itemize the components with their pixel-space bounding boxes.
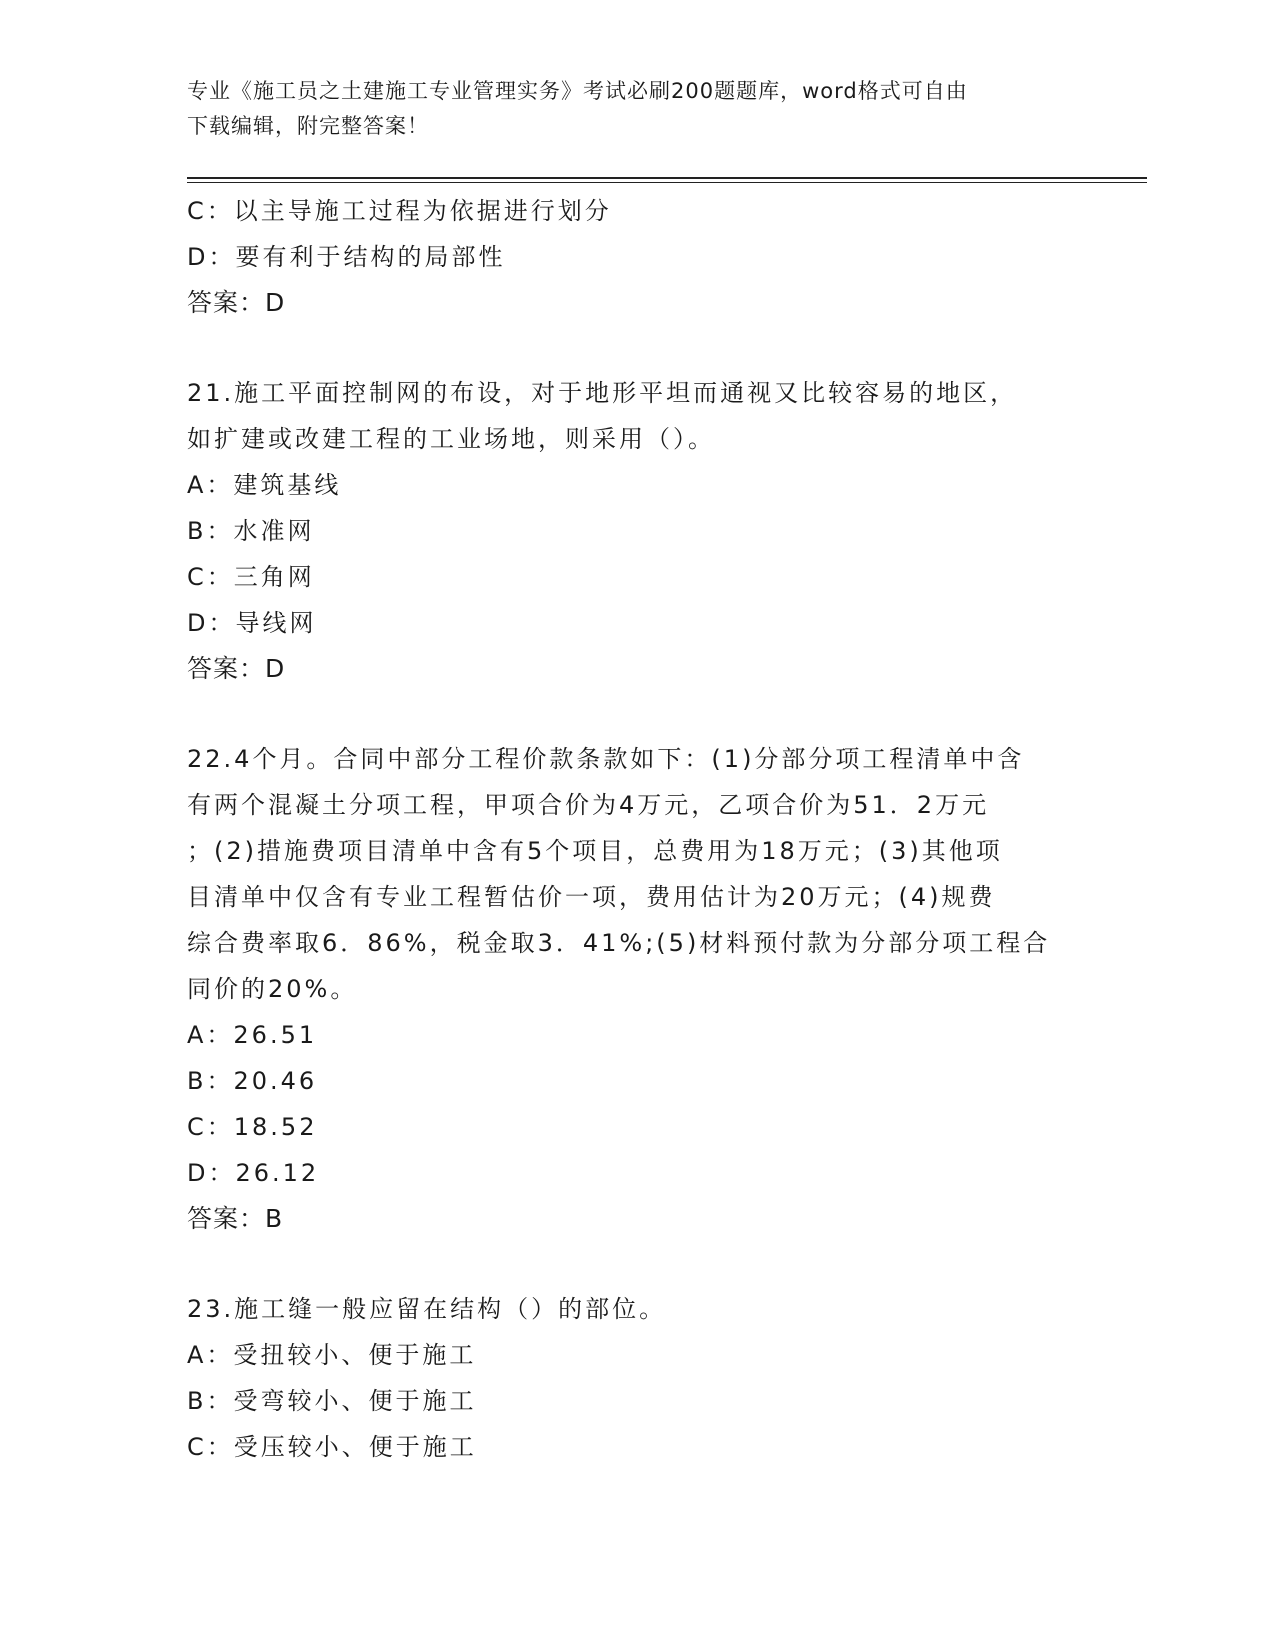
- question-stem: 22.4个月。合同中部分工程价款条款如下：(1)分部分项工程清单中含: [187, 745, 1025, 773]
- option-d: D：26.12: [187, 1159, 320, 1187]
- question-stem: 如扩建或改建工程的工业场地，则采用（）。: [187, 425, 715, 453]
- question-stem: 21.施工平面控制网的布设，对于地形平坦而通视又比较容易的地区，: [187, 379, 1018, 407]
- header-line-2: 下载编辑，附完整答案！: [187, 114, 429, 138]
- option-d: D：导线网: [187, 609, 317, 637]
- spacer: [187, 692, 1087, 736]
- question-stem: 综合费率取6．86%，税金取3．41%;(5)材料预付款为分部分项工程合: [187, 929, 1051, 957]
- option-a: A：26.51: [187, 1021, 318, 1049]
- spacer: [187, 326, 1087, 370]
- option-d: D：要有利于结构的局部性: [187, 243, 506, 271]
- question-content: [187, 188, 1087, 1470]
- header-divider-thin: [187, 182, 1147, 183]
- question-21: [187, 370, 1087, 692]
- spacer: [187, 1242, 1087, 1286]
- header-divider-thick: [187, 177, 1147, 179]
- answer-line: 答案：D: [187, 288, 286, 317]
- option-b: B：受弯较小、便于施工: [187, 1387, 477, 1415]
- option-b: B：水准网: [187, 517, 315, 545]
- answer-line: 答案：D: [187, 654, 286, 683]
- question-stem: 23.施工缝一般应留在结构（）的部位。: [187, 1295, 667, 1323]
- question-20-continued: [187, 188, 1087, 326]
- option-c: C：受压较小、便于施工: [187, 1433, 477, 1461]
- option-c: C：以主导施工过程为依据进行划分: [187, 197, 612, 225]
- question-22: [187, 736, 1087, 1242]
- option-a: A：建筑基线: [187, 471, 342, 499]
- answer-line: 答案：B: [187, 1204, 284, 1233]
- option-c: C：18.52: [187, 1113, 318, 1141]
- question-stem: 目清单中仅含有专业工程暂估价一项，费用估计为20万元；(4)规费: [187, 883, 996, 911]
- option-b: B：20.46: [187, 1067, 318, 1095]
- document-page: [187, 0, 1147, 1650]
- question-stem: ；(2)措施费项目清单中含有5个项目，总费用为18万元；(3)其他项: [187, 837, 1003, 865]
- document-header: [187, 74, 1067, 144]
- header-line-1: 专业《施工员之土建施工专业管理实务》考试必刷200题题库，word格式可自由: [187, 79, 968, 103]
- option-a: A：受扭较小、便于施工: [187, 1341, 477, 1369]
- question-23: [187, 1286, 1087, 1470]
- question-stem: 有两个混凝土分项工程，甲项合价为4万元，乙项合价为51．2万元: [187, 791, 990, 819]
- option-c: C：三角网: [187, 563, 315, 591]
- question-stem: 同价的20%。: [187, 975, 358, 1003]
